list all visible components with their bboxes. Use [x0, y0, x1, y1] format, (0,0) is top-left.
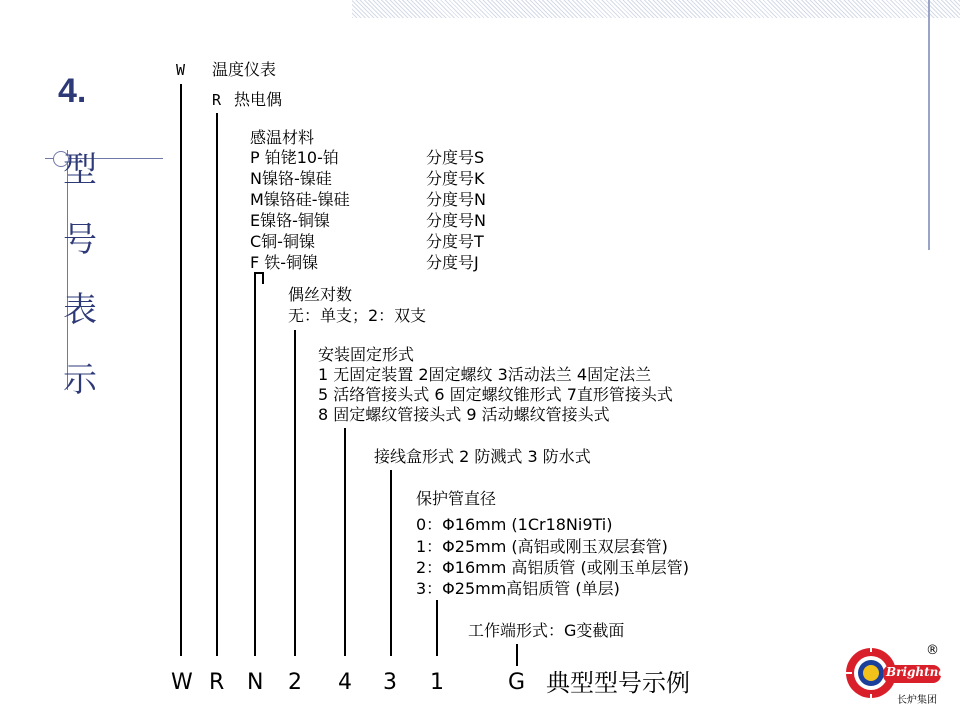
logo-brand-text: Brightness: [886, 665, 960, 679]
material-grade: 分度号S: [426, 148, 485, 167]
connector-line: [294, 330, 296, 656]
mount-heading: 安装固定形式: [318, 345, 415, 364]
code-letter: 4: [338, 670, 352, 695]
connector-line: [436, 600, 438, 656]
connector-line: [180, 84, 182, 656]
r-label: R: [212, 91, 222, 109]
material-grade: 分度号J: [426, 253, 479, 272]
registered-mark: ®: [926, 643, 939, 658]
pairs-heading: 偶丝对数: [288, 285, 353, 304]
title-char: 号: [63, 220, 97, 260]
tube-line: 3：Φ25mm高铝质管 (单层): [416, 579, 620, 598]
right-decor-line: [928, 0, 930, 250]
company-logo: [845, 643, 960, 713]
r-desc: 热电偶: [234, 90, 283, 109]
material-name: M镍铬硅-镍硅: [250, 190, 350, 209]
material-name: F 铁-铜镍: [250, 253, 319, 272]
mount-line: 1 无固定装置 2固定螺纹 3活动法兰 4固定法兰: [318, 365, 652, 384]
connector-line: [390, 470, 392, 656]
title-char: 示: [63, 360, 97, 400]
material-grade: 分度号N: [426, 211, 486, 230]
code-letter: N: [247, 670, 264, 695]
connector-line: [216, 113, 218, 656]
tube-heading: 保护管直径: [416, 489, 497, 508]
code-letter: W: [171, 670, 193, 695]
slide-number: 4.: [58, 72, 87, 110]
material-name: P 铂铑10-铂: [250, 148, 339, 167]
connector-line: [344, 428, 346, 656]
material-grade: 分度号K: [426, 169, 485, 188]
code-letter: G: [508, 670, 526, 695]
tube-line: 2：Φ16mm 高铝质管 (或刚玉单层管): [416, 558, 689, 577]
material-grade: 分度号T: [426, 232, 484, 251]
connector-line: [262, 272, 264, 284]
material-name: C铜-铜镍: [250, 232, 315, 251]
title-char: 表: [63, 290, 97, 330]
w-desc: 温度仪表: [212, 60, 277, 79]
code-letter: R: [209, 670, 225, 695]
material-heading: 感温材料: [250, 128, 315, 147]
mount-line: 5 活络管接头式 6 固定螺纹锥形式 7直形管接头式: [318, 385, 673, 404]
top-decor-band: [352, 0, 960, 18]
code-letter: 3: [383, 670, 397, 695]
connector-line: [254, 272, 256, 656]
w-label: W: [176, 61, 186, 79]
connector-line: [516, 644, 518, 666]
code-letter: 1: [430, 670, 444, 695]
end-text: 工作端形式：G变截面: [468, 621, 625, 640]
title-char: 型: [63, 150, 97, 190]
material-name: N镍铬-镍硅: [250, 169, 332, 188]
code-letter: 2: [288, 670, 302, 695]
mount-line: 8 固定螺纹管接头式 9 活动螺纹管接头式: [318, 405, 610, 424]
logo-cn-text: 长炉集团: [897, 695, 937, 706]
pairs-desc: 无：单支；2：双支: [288, 306, 427, 325]
tube-line: 1：Φ25mm (高铝或刚玉双层套管): [416, 537, 668, 556]
junction-text: 接线盒形式 2 防溅式 3 防水式: [374, 447, 591, 466]
tube-line: 0：Φ16mm (1Cr18Ni9Ti): [416, 515, 613, 534]
material-name: E镍铬-铜镍: [250, 211, 330, 230]
material-grade: 分度号N: [426, 190, 486, 209]
diagram-caption: 典型型号示例: [546, 669, 690, 697]
slide-title: [60, 135, 100, 415]
